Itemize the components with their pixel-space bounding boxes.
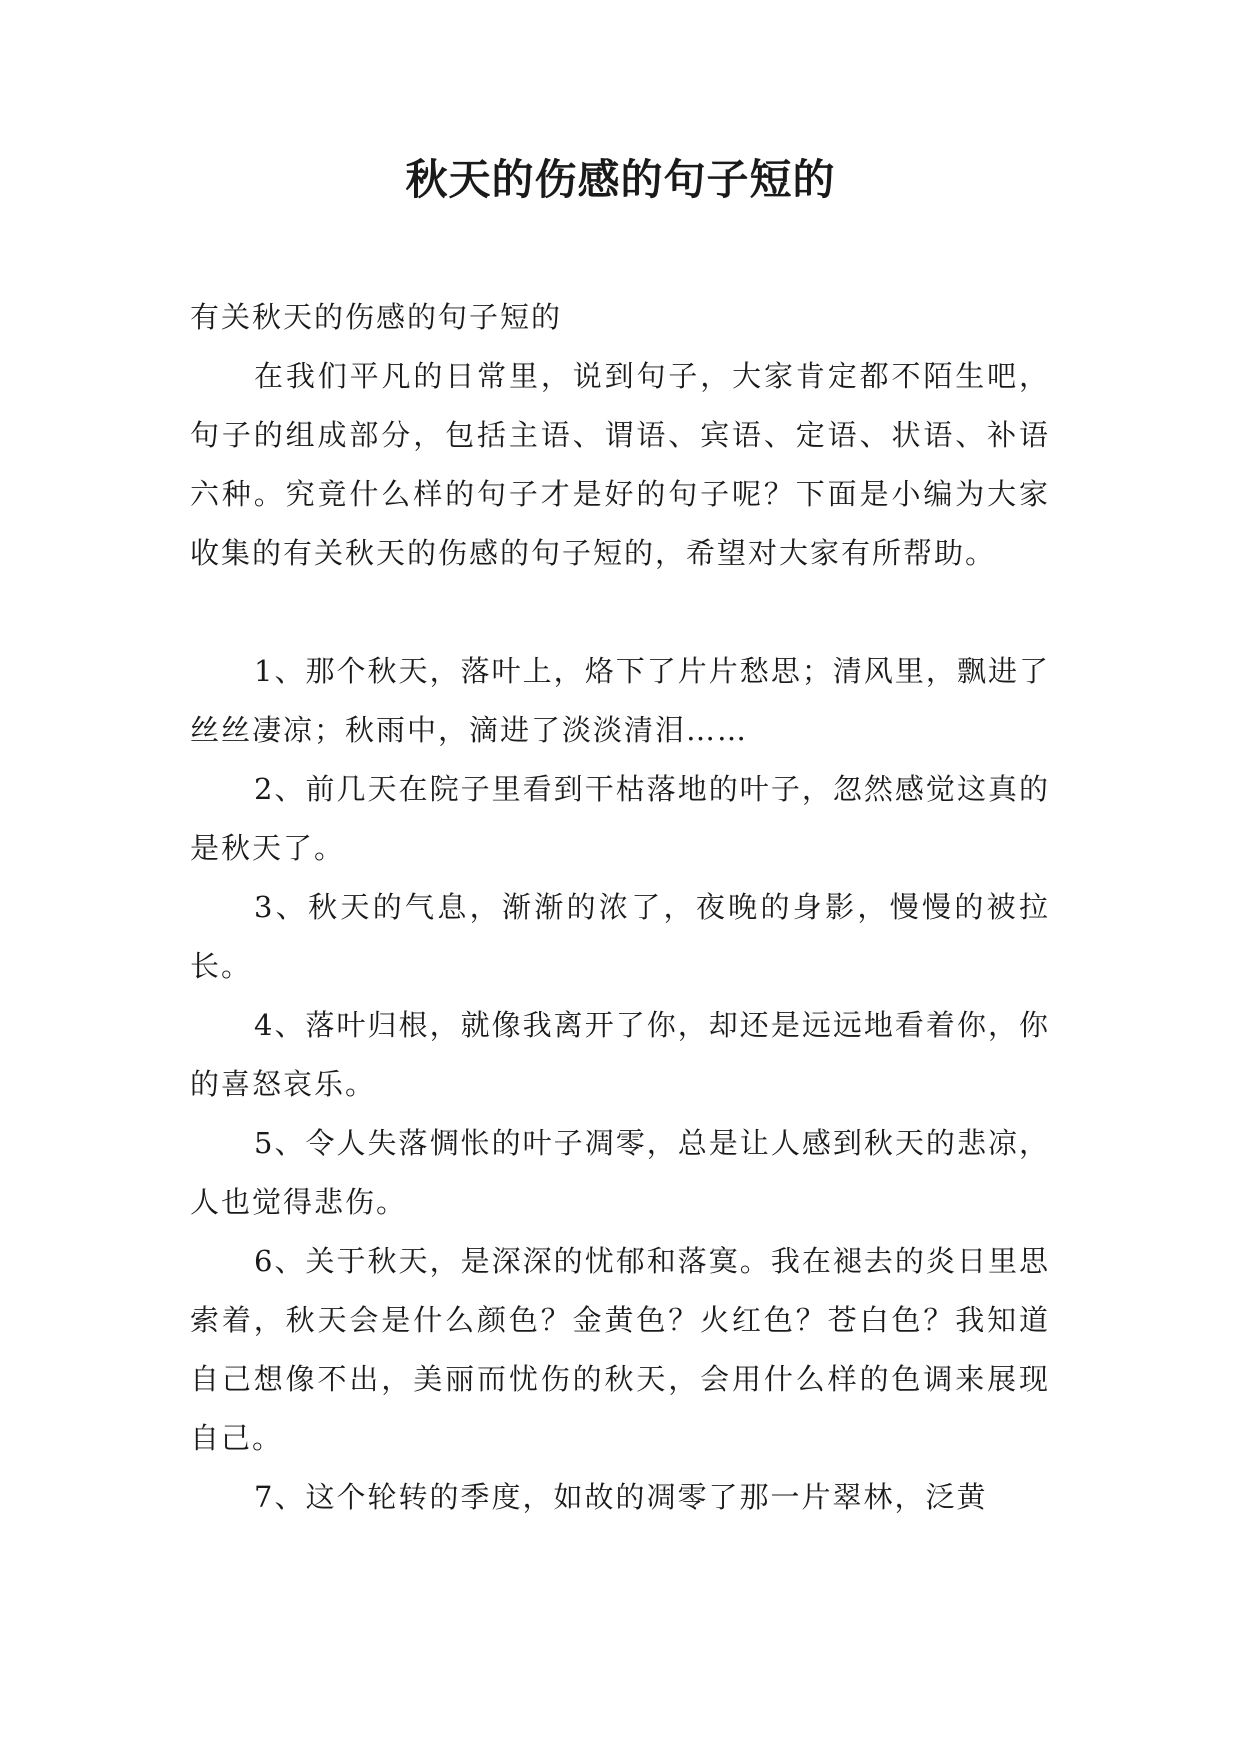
document-subtitle: 有关秋天的伤感的句子短的 (190, 300, 563, 334)
list-item: 7、这个轮转的季度，如故的凋零了那一片翠林，泛黄 (254, 1480, 988, 1514)
list-item: 3、秋天的气息，渐渐的浓了，夜晚的身影，慢慢的被拉长。 (190, 890, 1050, 983)
document-title: 秋天的伤感的句子短的 (405, 155, 836, 204)
list-item: 1、那个秋天，落叶上，烙下了片片愁思；清风里，飘进了丝丝凄凉；秋雨中，滴进了淡淡清泪…… (190, 654, 1050, 747)
list-item: 2、前几天在院子里看到干枯落地的叶子，忽然感觉这真的是秋天了。 (190, 772, 1050, 865)
list-item: 5、令人失落惆怅的叶子凋零，总是让人感到秋天的悲凉，人也觉得悲伤。 (190, 1126, 1050, 1219)
list-item: 6、关于秋天，是深深的忧郁和落寞。我在褪去的炎日里思索着，秋天会是什么颜色？金黄色？火红色？苍白色？我知道自己想像不出，美丽而忧伤的秋天，会用什么样的色调来展现自己。 (190, 1244, 1050, 1455)
list-item: 4、落叶归根，就像我离开了你，却还是远远地看着你，你的喜怒哀乐。 (190, 1008, 1050, 1101)
document-body (190, 288, 1050, 1527)
intro-paragraph: 在我们平凡的日常里，说到句子，大家肯定都不陌生吧，句子的组成部分，包括主语、谓语、宾语、定语、状语、补语六种。究竟什么样的句子才是好的句子呢？下面是小编为大家收集的有关秋天的伤感的句子短的，希望对大家有所帮助。 (190, 359, 1050, 570)
paragraph-gap (190, 583, 1050, 642)
